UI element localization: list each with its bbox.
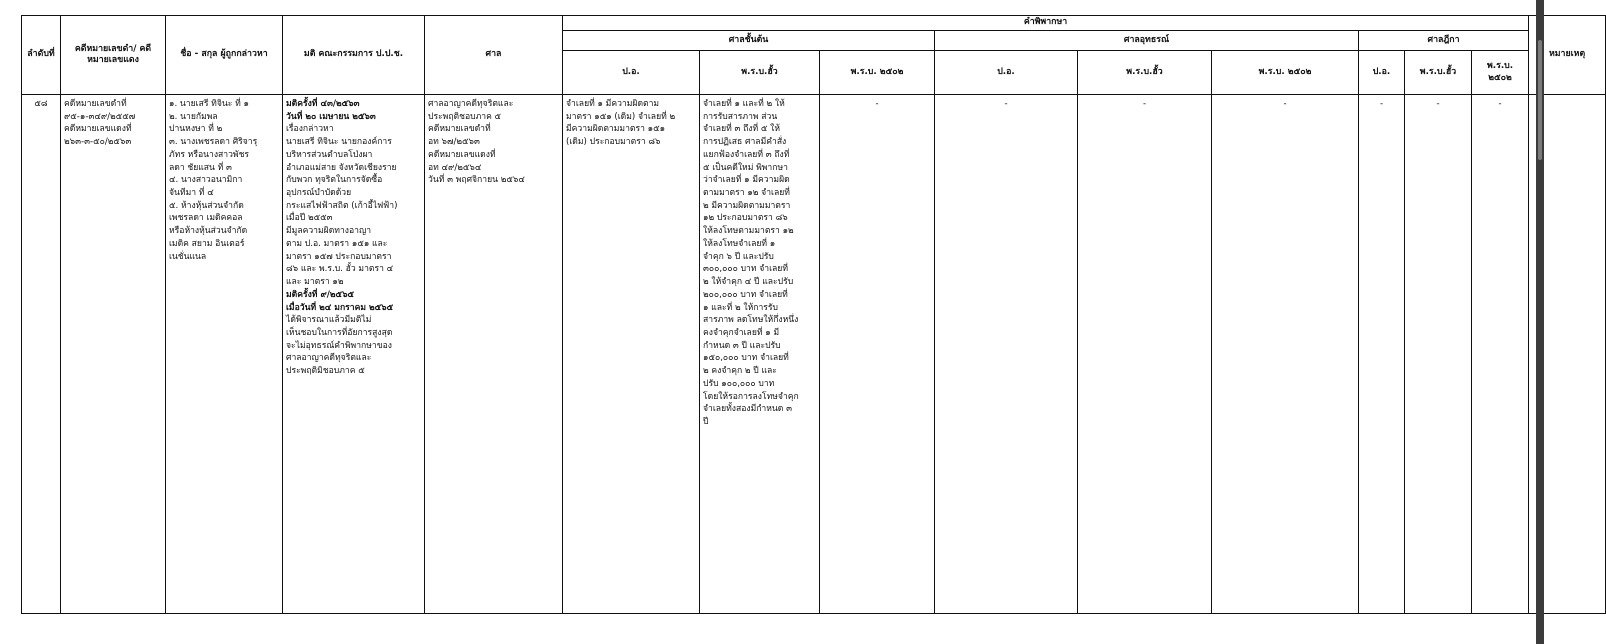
text-line: เนชั่นแนล	[169, 251, 207, 262]
text-line: มติครั้งที่ ๔๓/๒๕๖๓	[286, 99, 360, 109]
header-first-act-2502: พ.ร.บ. ๒๕๐๒	[820, 51, 935, 95]
cell-case-numbers	[61, 95, 166, 614]
text-line: ศาลอาญาคดีทุจริตและ	[428, 99, 514, 109]
scrollbar-thumb[interactable]	[1538, 40, 1542, 160]
text-line: กำหนด ๓ ปี และปรับ	[703, 340, 781, 351]
vertical-scrollbar[interactable]	[1536, 0, 1544, 644]
text-line: ให้ลงโทษจำเลยที่ ๑	[703, 238, 776, 249]
text-line: จำเลยที่ ๑ และที่ ๒ ให้	[703, 99, 785, 109]
text-line: ประพฤติมิชอบภาค ๕	[286, 366, 365, 377]
header-accused: ชื่อ - สกุล ผู้ถูกกล่าวหา	[166, 16, 283, 95]
text-line: แยกฟ้องจำเลยที่ ๓ ถึงที่	[703, 149, 790, 160]
cell-supreme-act-2502: -	[1472, 95, 1529, 614]
text-line: ๕ เป็นคดีใหม่ พิพากษา	[703, 162, 788, 173]
header-appeal-criminal-code: ป.อ.	[935, 51, 1078, 95]
text-line: จำเลยที่ ๑ มีความผิดตาม	[566, 99, 660, 109]
text-line: อำเภอแม่สาย จังหวัดเชียงราย	[286, 162, 397, 173]
text-line: ๑ และที่ ๒ ให้การรับ	[703, 302, 778, 313]
text-line: ๘๖ และ พ.ร.บ. ฮั้ว มาตรา ๔	[286, 264, 394, 275]
text-line: อท ๖๗/๒๕๖๓	[428, 137, 480, 148]
text-line: ๑. นายเสรี ทิจินะ ที่ ๑	[169, 99, 249, 109]
text-line: ปานหงษา ที่ ๒	[169, 124, 223, 135]
text-line: ว่าจำเลยที่ ๑ มีความผิด	[703, 175, 790, 186]
text-line: ๒๐๐,๐๐๐ บาท จำเลยที่	[703, 289, 788, 300]
header-supreme-act-2502: พ.ร.บ. ๒๕๐๒	[1472, 51, 1529, 95]
header-first-criminal-code: ป.อ.	[563, 51, 700, 95]
text-line: คดีหมายเลขแดงที่	[64, 124, 132, 135]
header-judgment: คำพิพากษา	[563, 16, 1529, 31]
header-appeal-bid-act: พ.ร.บ.ฮั้ว	[1078, 51, 1212, 95]
text-line: จำคุก ๖ ปี และปรับ	[703, 251, 774, 262]
text-line: เมื่อวันที่ ๒๔ มกราคม ๒๕๖๕	[286, 302, 394, 313]
text-line: ๑๕๐,๐๐๐ บาท จำเลยที่	[703, 353, 789, 364]
text-line: คดีหมายเลขแดงที่	[428, 149, 496, 160]
text-line: อท ๔๙/๒๕๖๔	[428, 162, 482, 173]
cell-first-act-2502: -	[820, 95, 935, 614]
text-line: วันที่ ๒๐ เมษายน ๒๕๖๓	[286, 111, 376, 122]
text-line: มีมูลความผิดทางอาญา	[286, 226, 372, 237]
text-line: ตาม ป.อ. มาตรา ๑๕๑ และ	[286, 238, 388, 249]
text-line: จำเลยทั้งสองมีกำหนด ๓	[703, 404, 792, 415]
text-line: หรือห้างหุ้นส่วนจำกัด	[169, 226, 248, 237]
header-remarks: หมายเหตุ	[1529, 16, 1606, 95]
text-line: เห็นชอบในการที่อัยการสูงสุด	[286, 327, 393, 338]
text-line: คงจำคุกจำเลยที่ ๑ มี	[703, 327, 780, 338]
cell-order: ๕๘	[22, 95, 61, 614]
text-line: จำเลยที่ ๓ ถึงที่ ๕ ให้	[703, 124, 780, 135]
text-line: โดยให้รอการลงโทษจำคุก	[703, 391, 799, 402]
cell-supreme-criminal-code: -	[1359, 95, 1405, 614]
verdicts-table	[21, 15, 1606, 614]
text-line: ๒ มีความผิดตามมาตรา	[703, 200, 791, 211]
cell-supreme-bid-act: -	[1405, 95, 1472, 614]
text-line: ปี	[703, 416, 709, 427]
text-line: มติครั้งที่ ๙/๒๕๖๕	[286, 289, 355, 300]
text-line: ตามมาตรา ๑๒ จำเลยที่	[703, 188, 790, 199]
text-line: เพชรลดา เมดิคคอล	[169, 213, 243, 224]
cell-appeal-bid-act: -	[1078, 95, 1212, 614]
text-line: มาตรา ๑๕๗ ประกอบมาตรา	[286, 251, 392, 262]
header-case-numbers: คดีหมายเลขดำ/ คดีหมายเลขแดง	[61, 16, 166, 95]
header-court-first: ศาลชั้นต้น	[563, 31, 935, 51]
header-court: ศาล	[425, 16, 563, 95]
text-line: ภัทร หรือนางสาวพัชร	[169, 149, 250, 160]
text-line: ๑๒ ประกอบมาตรา ๘๖	[703, 213, 788, 224]
text-line: ได้พิจารณาแล้วมีมติไม่	[286, 315, 372, 326]
text-line: ปรับ ๑๐๐,๐๐๐ บาท	[703, 378, 775, 389]
text-line: กระแสไฟฟ้าสถิต (เก้าอี้ไฟฟ้า)	[286, 200, 398, 211]
text-line: ๒ ให้จำคุก ๔ ปี และปรับ	[703, 277, 794, 288]
table-row	[22, 95, 1606, 614]
text-line: และ มาตรา ๑๒	[286, 277, 344, 288]
text-line: ๒๖๓-๓-๕๐/๒๕๖๓	[64, 137, 132, 148]
text-line: ๙๕-๑-๓๔๙/๒๕๕๗	[64, 111, 136, 122]
cell-appeal-criminal-code: -	[935, 95, 1078, 614]
text-line: อุปกรณ์บำบัดด้วย	[286, 188, 352, 199]
cell-appeal-act-2502: -	[1212, 95, 1359, 614]
text-line: ประพฤติชอบภาค ๕	[428, 111, 502, 122]
header-order: ลำดับที่	[22, 16, 61, 95]
text-line: (เดิม) ประกอบมาตรา ๘๖	[566, 137, 661, 148]
text-line: เมดิค สยาม อินเตอร์	[169, 238, 245, 249]
text-line: ๓๐๐,๐๐๐ บาท จำเลยที่	[703, 264, 789, 275]
header-resolution: มติ คณะกรรมการ ป.ป.ช.	[283, 16, 425, 95]
text-line: เมื่อปี ๒๕๕๓	[286, 213, 333, 224]
text-line: ลดา ชัยแสน ที่ ๓	[169, 162, 232, 173]
text-line: มีความผิดตามมาตรา ๑๕๑	[566, 124, 666, 135]
text-line: ๒ คงจำคุก ๒ ปี และ	[703, 366, 777, 377]
text-line: การปฏิเสธ ศาลมีคำสั่ง	[703, 137, 787, 148]
text-line: วันที่ ๓ พฤศจิกายน ๒๕๖๔	[428, 175, 525, 186]
text-line: กับพวก ทุจริตในการจัดซื้อ	[286, 175, 383, 186]
text-line: สารภาพ ลดโทษให้กึ่งหนึ่ง	[703, 315, 799, 326]
text-line: ให้ลงโทษตามมาตรา ๑๒	[703, 226, 794, 237]
header-supreme-criminal-code: ป.อ.	[1359, 51, 1405, 95]
cell-accused	[166, 95, 283, 614]
header-first-bid-act: พ.ร.บ.ฮั้ว	[700, 51, 820, 95]
header-court-appeal: ศาลอุทธรณ์	[935, 31, 1359, 51]
header-supreme-bid-act: พ.ร.บ.ฮั้ว	[1405, 51, 1472, 95]
header-appeal-act-2502: พ.ร.บ. ๒๕๐๒	[1212, 51, 1359, 95]
text-line: ๔. นางสาวอนามิกา	[169, 175, 243, 186]
text-line: มาตรา ๑๕๑ (เดิม) จำเลยที่ ๒	[566, 111, 676, 122]
header-court-supreme: ศาลฎีกา	[1359, 31, 1529, 51]
text-line: คดีหมายเลขดำที่	[64, 99, 127, 109]
text-line: นายเสรี ทิจินะ นายกองค์การ	[286, 137, 392, 148]
text-line: ศาลอาญาคดีทุจริตและ	[286, 353, 372, 364]
text-line: บริหารส่วนตำบลโป่งผา	[286, 149, 373, 160]
text-line: จะไม่อุทธรณ์คำพิพากษาของ	[286, 340, 392, 351]
cell-first-criminal-code	[563, 95, 700, 614]
text-line: เรื่องกล่าวหา	[286, 124, 334, 135]
cell-resolution	[283, 95, 425, 614]
text-line: การรับสารภาพ ส่วน	[703, 111, 778, 122]
text-line: คดีหมายเลขดำที่	[428, 124, 491, 135]
text-line: ๓. นางเพชรลดา ศิริจารุ	[169, 137, 258, 148]
text-line: จันทีมา ที่ ๔	[169, 188, 214, 199]
text-line: ๕. ห้างหุ้นส่วนจำกัด	[169, 200, 244, 211]
cell-court	[425, 95, 563, 614]
cell-first-bid-act	[700, 95, 820, 614]
text-line: ๒. นายกัมพล	[169, 111, 218, 122]
